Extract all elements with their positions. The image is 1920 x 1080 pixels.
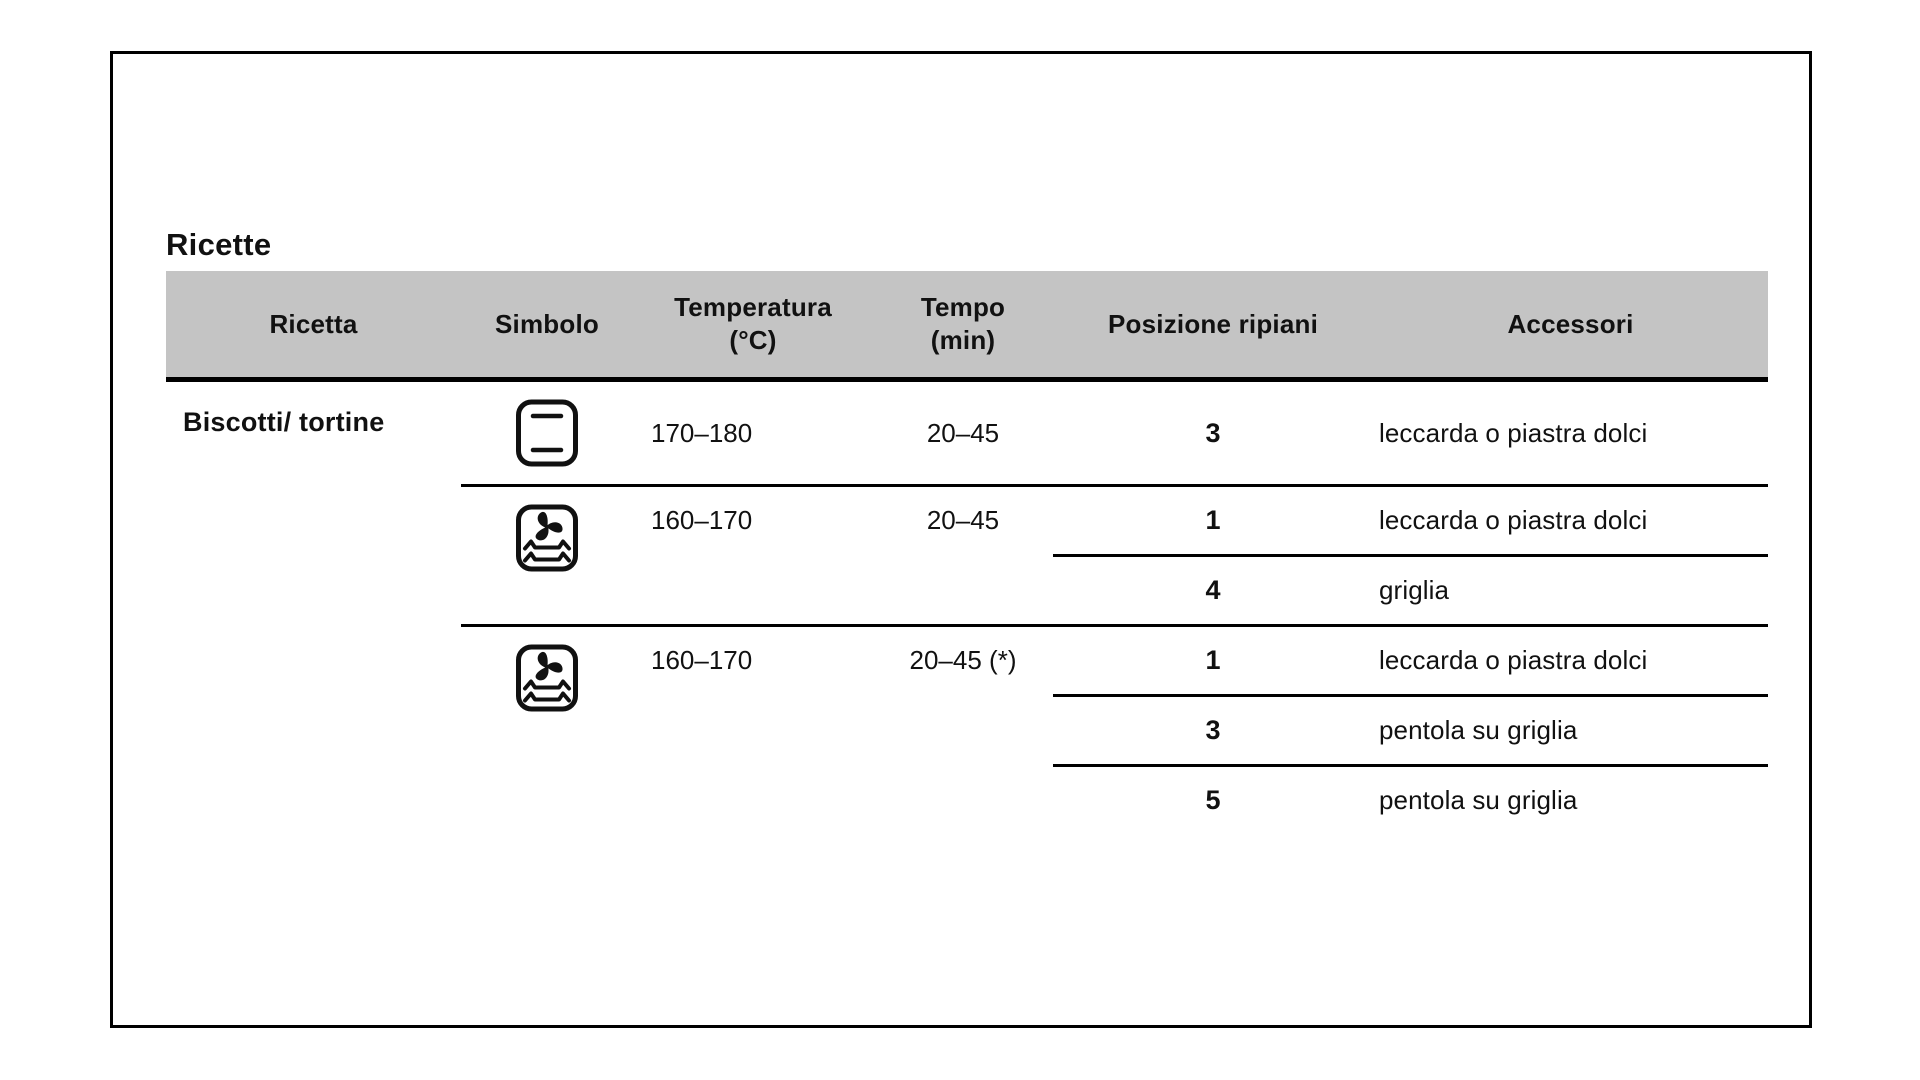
- tempo-value: 20–45 (*): [909, 645, 1017, 675]
- table-header-row: [166, 271, 1768, 382]
- posizione-value: 5: [1205, 785, 1221, 815]
- page-title: Ricette: [166, 227, 272, 262]
- recipe-name: Biscotti/ tortine: [183, 407, 385, 437]
- accessori-value: leccarda o piastra dolci: [1379, 417, 1648, 448]
- accessori-value: leccarda o piastra dolci: [1379, 505, 1648, 535]
- table-row-group-fan-2: [461, 624, 1768, 834]
- column-header-tempo: Tempo (min): [920, 292, 1006, 355]
- posizione-value: 1: [1205, 505, 1221, 535]
- position-subrows: [1053, 487, 1768, 624]
- temperatura-value: 170–180: [651, 417, 753, 448]
- table-body: [166, 382, 1768, 834]
- accessori-value: leccarda o piastra dolci: [1379, 645, 1648, 675]
- symbol-cell: [461, 382, 633, 484]
- recipe-name-cell: [166, 382, 461, 834]
- tempo-value: 20–45: [926, 417, 1000, 448]
- posizione-value: 1: [1205, 645, 1221, 675]
- oven-fan-icon: [515, 503, 579, 573]
- symbol-cell: [461, 487, 633, 624]
- posizione-value: 3: [1205, 715, 1221, 745]
- column-header-ricetta: Ricetta: [269, 308, 358, 339]
- accessori-value: pentola su griglia: [1379, 785, 1578, 815]
- symbol-cell: [461, 627, 633, 834]
- table-row-group-fan-1: [461, 484, 1768, 624]
- table-row-group-static: [461, 382, 1768, 484]
- symbol-groups: [461, 382, 1768, 834]
- column-header-accessori: Accessori: [1507, 308, 1634, 339]
- posizione-value: 3: [1205, 417, 1221, 448]
- position-subrows: [1053, 627, 1768, 834]
- recipes-table: [166, 271, 1768, 834]
- oven-static-icon: [515, 398, 579, 468]
- manual-page: [110, 51, 1812, 1028]
- oven-fan-icon: [515, 643, 579, 713]
- tempo-value: 20–45: [926, 505, 1000, 535]
- column-header-temperatura: Temperatura (°C): [674, 292, 832, 355]
- table-row: [1053, 554, 1768, 624]
- temperatura-value: 160–170: [651, 505, 753, 535]
- column-header-posizione-ripiani: Posizione ripiani: [1108, 308, 1318, 339]
- table-row: [1053, 382, 1768, 484]
- temperatura-value: 160–170: [651, 645, 753, 675]
- table-row: [1053, 694, 1768, 764]
- accessori-value: griglia: [1379, 575, 1450, 605]
- table-row: [1053, 764, 1768, 834]
- table-row: [1053, 627, 1768, 694]
- column-header-simbolo: Simbolo: [495, 308, 599, 339]
- table-row: [1053, 487, 1768, 554]
- posizione-value: 4: [1205, 575, 1221, 605]
- position-subrows: [1053, 382, 1768, 484]
- accessori-value: pentola su griglia: [1379, 715, 1578, 745]
